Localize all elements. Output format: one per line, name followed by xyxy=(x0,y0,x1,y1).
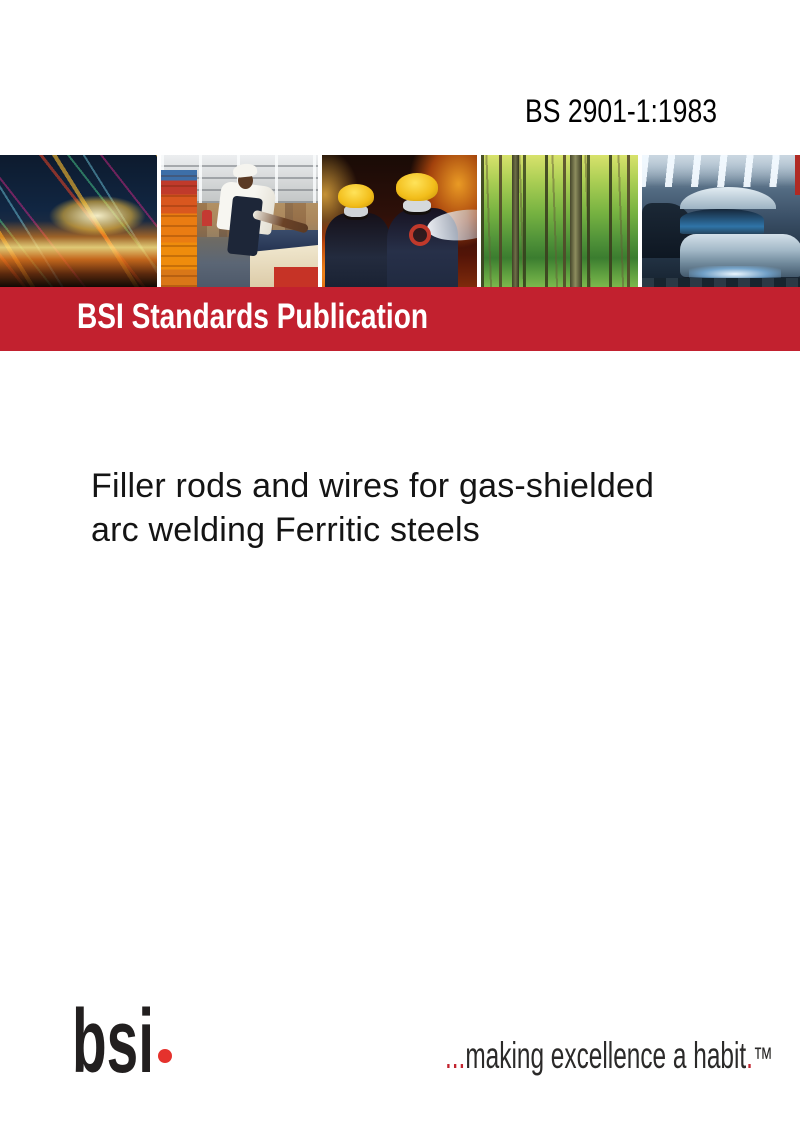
warehouse-background-figure-shape xyxy=(202,210,212,226)
bsi-tagline xyxy=(445,1035,790,1081)
bsi-logo-text: bsi xyxy=(72,1005,154,1079)
tagline-main-text: making excellence a habit xyxy=(465,1035,747,1077)
factory-floor-shape xyxy=(642,278,800,287)
car-production-line-photo xyxy=(642,155,800,287)
tagline-trademark-symbol: ™ xyxy=(752,1042,773,1076)
factory-ceiling-lights-shape xyxy=(642,155,800,187)
tree-trunk-shape xyxy=(512,155,519,287)
tagline-period: . xyxy=(746,1035,753,1077)
traffic-light-trails-photo xyxy=(0,155,157,287)
document-title-line-1: Filler rods and wires for gas-shielded xyxy=(91,467,655,505)
car-windshield-shape xyxy=(680,209,764,233)
warehouse-crates-shape xyxy=(161,170,197,287)
firefighter-left-helmet-shape xyxy=(338,184,374,208)
standard-number xyxy=(525,90,735,134)
document-title xyxy=(91,464,654,552)
silver-car-shape xyxy=(680,187,800,274)
hose-valve-shape xyxy=(409,224,431,246)
worker-apron-shape xyxy=(227,196,263,257)
warehouse-red-crate-shape xyxy=(274,267,318,287)
document-title-line-2: arc welding Ferritic steels xyxy=(91,511,480,549)
firefighter-right-helmet-shape xyxy=(396,173,438,201)
firefighter-left-body-shape xyxy=(325,213,390,287)
bsi-logo-red-dot-icon xyxy=(158,1049,172,1063)
photo-banner xyxy=(0,155,800,287)
tagline-leading-dots: ... xyxy=(445,1035,466,1077)
warehouse-worker-photo xyxy=(161,155,318,287)
bsi-logo xyxy=(70,1005,195,1079)
car-roof-shape xyxy=(680,187,776,210)
bsi-tagline-text xyxy=(445,1035,773,1076)
firefighters-photo xyxy=(322,155,477,287)
forest-trees-photo xyxy=(481,155,638,287)
standard-number-text: BS 2901-1:1983 xyxy=(525,93,717,129)
publication-type-band-text-svg xyxy=(77,287,497,351)
publication-type-label: BSI Standards Publication xyxy=(77,297,428,336)
tree-trunk-shape xyxy=(570,155,582,287)
publication-type-band xyxy=(0,287,800,351)
